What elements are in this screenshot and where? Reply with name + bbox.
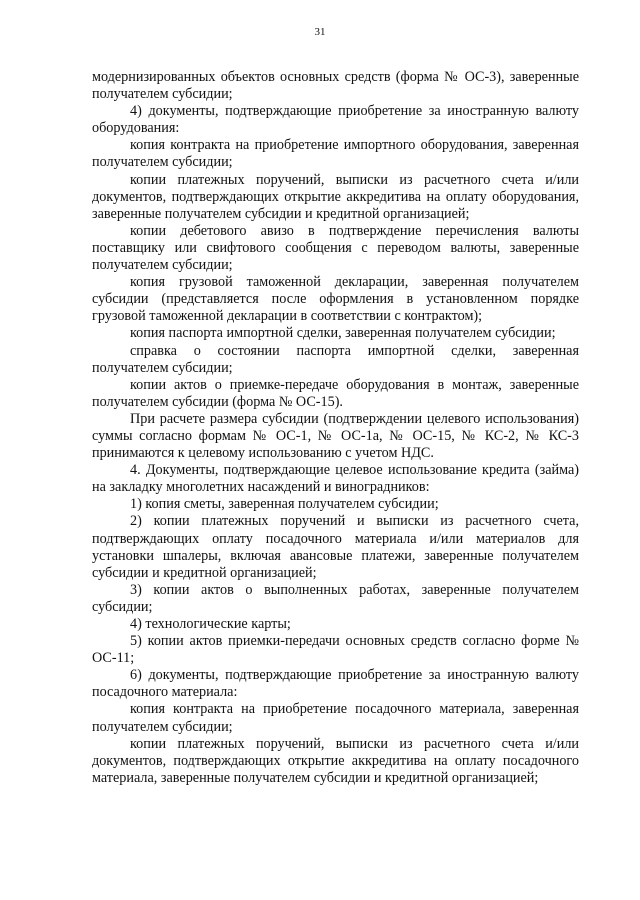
paragraph: копия контракта на приобретение посадочного материала, заверенная получателем субсидии; (92, 701, 579, 735)
paragraph: 4) технологические карты; (130, 616, 291, 632)
paragraph: 2) копии платежных поручений и выписки из расчетного счета, подтверждающих оплату посадочного материала и/или материалов для установки шпалеры, включая авансовые платежи, заверенные получателем субсидии и кредитной организацией; (92, 513, 579, 581)
paragraph: модернизированных объектов основных средств (форма № ОС-3), заверенные получателем субсидии; (92, 69, 579, 103)
paragraph: копии дебетового авизо в подтверждение перечисления валюты поставщику или свифтового сообщения с переводом валюты, заверенные получателем субсидии; (92, 222, 579, 274)
paragraph: копии актов о приемке-передаче оборудования в монтаж, заверенные получателем субсидии (форма № ОС-15). (92, 376, 579, 410)
paragraph: 4) документы, подтверждающие приобретение за иностранную валюту оборудования: (92, 103, 579, 137)
paragraph: копия контракта на приобретение импортного оборудования, заверенная получателем субсидии; (92, 137, 579, 171)
paragraph: 5) копии актов приемки-передачи основных средств согласно форме № ОС-11; (92, 633, 579, 667)
paragraph: копии платежных поручений, выписки из расчетного счета и/или документов, подтверждающих открытие аккредитива на оплату посадочного материала, заверенные получателем субсидии и кредитной организацией; (92, 735, 579, 786)
paragraph: 6) документы, подтверждающие приобретение за иностранную валюту посадочного материала: (92, 667, 579, 701)
paragraph: 4. Документы, подтверждающие целевое использование кредита (займа) на закладку многолетних насаждений и виноградников: (92, 462, 579, 496)
paragraph: 3) копии актов о выполненных работах, заверенные получателем субсидии; (92, 581, 579, 615)
paragraph: справка о состоянии паспорта импортной сделки, заверенная получателем субсидии; (92, 342, 579, 376)
paragraph: 1) копия сметы, заверенная получателем субсидии; (130, 496, 439, 513)
paragraph: копии платежных поручений, выписки из расчетного счета и/или документов, подтверждающих открытие аккредитива на оплату оборудования, заверенные получателем субсидии и кредитной организацией; (92, 171, 579, 222)
paragraph: копия паспорта импортной сделки, заверенная получателем субсидии; (130, 325, 556, 342)
document-body (92, 69, 579, 787)
page-number: 31 (314, 26, 326, 38)
paragraph: копия грузовой таможенной декларации, заверенная получателем субсидии (представляется после оформления в установленном порядке грузовой таможенной декларации в соответствии с контрактом); (92, 274, 579, 325)
paragraph: При расчете размера субсидии (подтверждении целевого использования) суммы согласно формам № ОС-1, № ОС-1а, № ОС-15, № КС-2, № КС-3 принимаются к целевому использованию с учетом НДС. (92, 410, 579, 462)
